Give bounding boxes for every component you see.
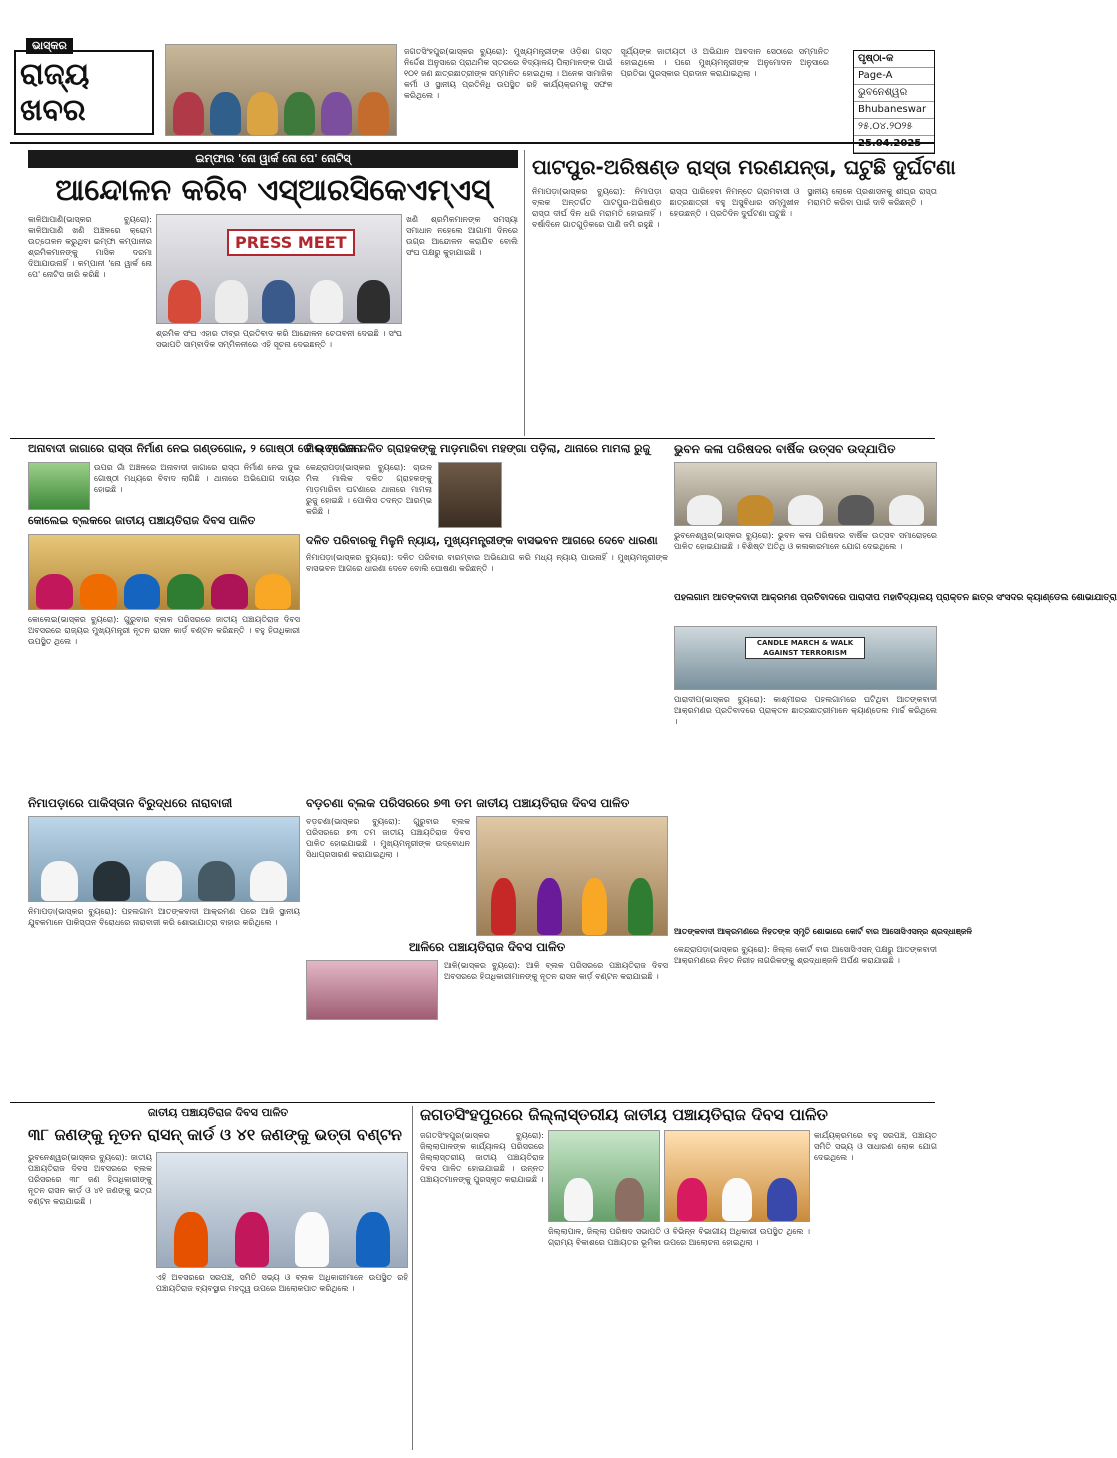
headline-kolei-block: କୋଲେଇ ବ୍ଲକରେ ଜାତୀୟ ପଞ୍ଚାୟତିରାଜ ଦିବସ ପାଳିତ [28, 514, 256, 527]
masthead-logo [14, 39, 154, 135]
city-odia: ଭୁବନେଶ୍ୱର [854, 85, 934, 102]
aali-body: ଆଳି(ଭାସ୍କର ବ୍ୟୁରୋ): ଆଳି ବ୍ଲକ ପରିସରରେ ପଞ୍ଚାୟତିରାଜ ଦିବସ ଅବସରରେ ହିତାଧିକାରୀମାନଙ୍କୁ ନୂତନ ରାସନ କାର୍ଡ଼ ବଣ୍ଟନ କରାଯାଇଛି । [444, 961, 668, 981]
srckms-body-1: କାଳିଆପାଣି(ଭାସ୍କର ବ୍ୟୁରୋ): କାଳିଆପାଣି ଖଣି ଅଞ୍ଚଳରେ କ୍ରୋମ ଉତ୍ତୋଳନ କରୁଥିବା ଇମ୍ଫା କମ୍ପାନୀର ଶ୍ରମିକମାନଙ୍କୁ ମାସିକ ଦରମା ଦିଆଯାଉନାହିଁ । କମ୍ପାନୀ 'ନୋ ୱାର୍କ ନୋ ପେ' ନୋଟିସ ଜାରି କରିଛି । [28, 215, 152, 279]
badachana-photo [476, 816, 668, 936]
city-en: Bhubaneswar [854, 102, 934, 119]
headline-bar-association: ଆତଙ୍କବାଦୀ ଆକ୍ରମଣରେ ନିହତଙ୍କ ସ୍ମୃତି ଶୋଭାରେ କୋର୍ଟ ବାର ଆସୋସିଏସନ୍ର ଶ୍ରଦ୍ଧାଞ୍ଜଳି [674, 927, 973, 936]
masthead-rule [10, 142, 935, 144]
press-meet-banner: PRESS MEET [227, 229, 355, 256]
jagatsinghpur-photo-1 [548, 1130, 660, 1222]
press-meet-photo [156, 214, 402, 324]
patpur-body-2: ରାସ୍ତା ପାରିହେବା ନିମନ୍ତେ ଗ୍ରାମବାସୀ ଓ ଛାତ୍ରଛାତ୍ରୀ ବହୁ ଅସୁବିଧାର ସମ୍ମୁଖୀନ ହେଉଛନ୍ତି । ପ୍ରତିଦିନ ଦୁର୍ଘଟଣା ଘଟୁଛି । [669, 187, 800, 218]
logo-line-1: ରାଜ୍ୟ [20, 57, 90, 92]
top-story-col-1: ଜଗତସିଂହପୁର(ଭାସ୍କର ବ୍ୟୁରୋ): ମୁଖ୍ୟମନ୍ତ୍ରୀଙ୍କ ଓଡ଼ିଶା ଗସ୍ତ ନିର୍ଦ୍ଦେଶ ଅନୁସାରେ ପ୍ରାଥମିକ ସ୍ତରରେ ବିଦ୍ୟାଳୟ ପିଲାମାନଙ୍କ ପାଇଁ ୧୦୧ ଜଣ ଛାତ୍ରଛାତ୍ରୀଙ୍କ ସମ୍ମାନିତ ହୋଇଥିଲା । ଅନେକ ସାମାଜିକ କର୍ମୀ ଓ ସ୍ଥାନୀୟ ପ୍ରତିନିଧି ଉପସ୍ଥିତ ରହି କାର୍ଯ୍ୟକ୍ରମକୁ ସଫଳ କରିଥିଲେ । [404, 47, 613, 100]
road-dispute-body: ଉପର ଗାଁ ଅଞ୍ଚଳରେ ଅନାବାଦୀ ଜାଗାରେ ରାସ୍ତା ନିର୍ମାଣ ନେଇ ଦୁଇ ଗୋଷ୍ଠୀ ମଧ୍ୟରେ ବିବାଦ ଲାଗିଛି । ଥାନାରେ ଅଭିଯୋଗ ଦାୟର ହୋଇଛି । [94, 463, 300, 494]
date-odia: ୨୫.୦୪.୨୦୨୫ [854, 119, 934, 136]
badachana-body: ବଡ଼ଚଣା(ଭାସ୍କର ବ୍ୟୁରୋ): ଗୁରୁବାର ବ୍ଲକ ପରିସରରେ ୭୩ ତମ ଜାତୀୟ ପଞ୍ଚାୟତିରାଜ ଦିବସ ପାଳିତ ହୋଇଯାଇଛି । ମୁଖ୍ୟମନ୍ତ୍ରୀଙ୍କ ଉଦ୍ବୋଧନ ସିଧାପ୍ରସାରଣ କରାଯାଇଥିଲା । [306, 817, 470, 859]
headline-road-dispute: ଅନାବାଦୀ ଜାଗାରେ ରାସ୍ତା ନିର୍ମାଣ ନେଇ ଗଣ୍ଡଗୋଳ, ୨ ଗୋଷ୍ଠୀ ରେ ଉତ୍ତେଜନା [28, 442, 363, 455]
candle-march-photo [674, 626, 937, 690]
headline-mill-owner: ମିଲ୍ ମାଲିକ ଦଳିତ ଗ୍ରାହକଙ୍କୁ ମାଡ଼ମାରିବା ମହଙ୍ଗା ପଡ଼ିଲା, ଥାନାରେ ମାମଲା ରୁଜୁ [306, 442, 651, 455]
logo-brand: ଭାସ୍କର [26, 38, 73, 54]
headline-bhuban-kala: ଭୁବନ କଳା ପରିଷଦର ବାର୍ଷିକ ଉତ୍ସବ ଉଦ୍ଯାପିତ [674, 442, 896, 456]
kicker-panchayati-left: ଜାତୀୟ ପଞ୍ଚାୟତିରାଜ ଦିବସ ପାଳିତ [147, 1106, 289, 1119]
logo-line-2: ଖବର [20, 93, 86, 128]
headline-dalit-family: ଦଳିତ ପରିବାରକୁ ମିଳୁନି ନ୍ୟାୟ, ମୁଖ୍ୟମନ୍ତ୍ରୀଙ୍କ ବାସଭବନ ଆଗରେ ଦେବେ ଧାରଣା [306, 534, 658, 547]
row-rule-1 [10, 438, 935, 439]
road-dispute-photo [28, 462, 90, 510]
bhuban-kala-body: ଭୁବନେଶ୍ୱର(ଭାସ୍କର ବ୍ୟୁରୋ): ଭୁବନ କଳା ପରିଷଦର ବାର୍ଷିକ ଉତ୍ସବ ସମାରୋହରେ ପାଳିତ ହୋଇଯାଇଛି । ବିଶିଷ୍ଟ ଅତିଥି ଓ କଳାକାରମାନେ ଯୋଗ ଦେଇଥିଲେ । [674, 531, 937, 551]
kolei-block-photo [28, 534, 300, 610]
ration-card-body-2: ଏହି ଅବସରରେ ସରପଞ୍ଚ, ସମିତି ସଭ୍ୟ ଓ ବ୍ଲକ ଅଧିକାରୀମାନେ ଉପସ୍ଥିତ ରହି ପଞ୍ଚାୟତିରାଜ ବ୍ୟବସ୍ଥାର ମହତ୍ତ୍ୱ ଉପରେ ଆଲୋକପାତ କରିଥିଲେ । [156, 1273, 408, 1293]
headline-jagatsinghpur: ଜଗତସିଂହପୁରରେ ଜିଲ୍ଲାସ୍ତରୀୟ ଜାତୀୟ ପଞ୍ଚାୟତିରାଜ ଦିବସ ପାଳିତ [420, 1105, 828, 1124]
jagatsinghpur-body-2: ଜିଲ୍ଲାପାଳ, ଜିଲ୍ଲା ପରିଷଦ ସଭାପତି ଓ ବିଭିନ୍ନ ବିଭାଗୀୟ ଅଧିକାରୀ ଉପସ୍ଥିତ ଥିଲେ । ଗ୍ରାମ୍ୟ ବିକାଶରେ ପଞ୍ଚାୟତର ଭୂମିକା ଉପରେ ଆଲୋଚନା ହୋଇଥିଲା । [548, 1227, 810, 1247]
aali-photo [306, 960, 438, 1020]
mill-owner-body: କେନ୍ଦ୍ରାପଡ଼ା(ଭାସ୍କର ବ୍ୟୁରୋ): ଚାଉଳ ମିଲ ମାଲିକ ଦଳିତ ଗ୍ରାହକଙ୍କୁ ମାଡ଼ମାରିବା ଘଟଣାରେ ଥାନାରେ ମାମଲା ରୁଜୁ ହୋଇଛି । ପୋଲିସ ତଦନ୍ତ ଆରମ୍ଭ କରିଛି । [306, 463, 432, 516]
ration-card-photo [156, 1152, 408, 1268]
nimapada-protest-photo [28, 816, 300, 902]
bar-association-body: କେନ୍ଦ୍ରାପଡ଼ା(ଭାସ୍କର ବ୍ୟୁରୋ): ଜିଲ୍ଲା କୋର୍ଟ ବାର ଆସୋସିଏସନ୍ ପକ୍ଷରୁ ଆତଙ୍କବାଦୀ ଆକ୍ରମଣରେ ନିହତ ନିରୀହ ନାଗରିକଙ୍କୁ ଶ୍ରଦ୍ଧାଞ୍ଜଳି ଅର୍ପଣ କରାଯାଇଛି । [674, 945, 937, 965]
page-number-odia: ପୃଷ୍ଠା-କ [854, 51, 934, 68]
headline-nimapada-protest: ନିମାପଡ଼ାରେ ପାକିସ୍ତାନ ବିରୁଦ୍ଧରେ ନାରାବାଜୀ [28, 796, 233, 810]
candle-march-body: ପାରାଦୀପ(ଭାସ୍କର ବ୍ୟୁରୋ): କାଶ୍ମୀରର ପହଲଗାମରେ ଘଟିଥିବା ଆତଙ୍କବାଦୀ ଆକ୍ରମଣର ପ୍ରତିବାଦରେ ପ୍ରାକ୍ତନ ଛାତ୍ରଛାତ୍ରୀମାନେ କ୍ୟାଣ୍ଡେଲ ମାର୍ଚ୍ଚ କରିଥିଲେ । [674, 695, 937, 726]
bottom-column-divider [412, 1106, 413, 1450]
jagatsinghpur-body-1: ଜଗତସିଂହପୁର(ଭାସ୍କର ବ୍ୟୁରୋ): ଜିଲ୍ଲାପାଳଙ୍କ କାର୍ଯ୍ୟାଳୟ ପରିସରରେ ଜିଲ୍ଲାସ୍ତରୀୟ ଜାତୀୟ ପଞ୍ଚାୟତିରାଜ ଦିବସ ପାଳିତ ହୋଇଯାଇଛି । ଉନ୍ନତ ପଞ୍ଚାୟତମାନଙ୍କୁ ପୁରସ୍କୃତ କରାଯାଇଛି । [420, 1131, 544, 1184]
mill-owner-photo [438, 462, 502, 528]
srckms-body-2: ଶ୍ରମିକ ସଂଘ ଏହାର ତୀବ୍ର ପ୍ରତିବାଦ କରି ଆନ୍ଦୋଳନ ଚେତାବନୀ ଦେଇଛି । ସଂଘ ସଭାପତି ସାମ୍ବାଦିକ ସମ୍ମିଳନୀରେ ଏହି ସୂଚନା ଦେଇଛନ୍ତି । [156, 329, 402, 349]
kolei-block-body: କୋଲେଇ(ଭାସ୍କର ବ୍ୟୁରୋ): ଗୁରୁବାର ବ୍ଲକ ପରିସରରେ ଜାତୀୟ ପଞ୍ଚାୟତିରାଜ ଦିବସ ଅବସରରେ ରାଜ୍ୟର ମୁଖ୍ୟମନ୍ତ୍ରୀ ନୂତନ ରାସନ କାର୍ଡ଼ ବଣ୍ଟନ କରିଛନ୍ତି । ବହୁ ହିତାଧିକାରୀ ଉପସ୍ଥିତ ଥିଲେ । [28, 615, 300, 646]
srckms-body-3: ଖଣି ଶ୍ରମିକମାନଙ୍କ ସମସ୍ୟା ସମାଧାନ ନହେଲେ ଆଗାମୀ ଦିନରେ ଉଗ୍ର ଆନ୍ଦୋଳନ କରାଯିବ ବୋଲି ସଂଘ ପକ୍ଷରୁ କୁହାଯାଇଛି । [406, 215, 518, 257]
bhuban-kala-photo [674, 462, 937, 526]
headline-ration-card: ୩୮ ଜଣଙ୍କୁ ନୂତନ ରାସନ୍ କାର୍ଡ ଓ ୪୧ ଜଣଙ୍କୁ ଭତ୍ତା ବଣ୍ଟନ [28, 1125, 402, 1144]
patpur-body-1: ନିମାପଡ଼ା(ଭାସ୍କର ବ୍ୟୁରୋ): ନିମାପଡ଼ା ବ୍ଲକ ଅନ୍ତର୍ଗତ ପାଟପୁର-ଅରିଷଣ୍ଡ ରାସ୍ତା ଦୀର୍ଘ ଦିନ ଧରି ମରାମତି ହୋଇନାହିଁ । ବର୍ଷାଦିନେ ଗାତଗୁଡ଼ିକରେ ପାଣି ଜମି ରହୁଛି । [532, 187, 662, 229]
candle-march-banner: CANDLE MARCH & WALK AGAINST TERRORISM [745, 637, 865, 659]
page-number-en: Page-A [854, 68, 934, 85]
column-divider [524, 150, 525, 436]
patpur-body-3: ସ୍ଥାନୀୟ ଲୋକେ ପ୍ରଶାସନକୁ ଶୀଘ୍ର ରାସ୍ତା ମରାମତି କରିବା ପାଇଁ ଦାବି କରିଛନ୍ତି । [807, 187, 938, 207]
headline-badachana: ବଡ଼ଚଣା ବ୍ଲକ ପରିସରରେ ୭୩ ତମ ଜାତୀୟ ପଞ୍ଚାୟତିରାଜ ଦିବସ ପାଳିତ [306, 796, 630, 810]
nimapada-protest-body: ନିମାପଡ଼ା(ଭାସ୍କର ବ୍ୟୁରୋ): ପହଲଗାମ ଆତଙ୍କବାଦୀ ଆକ୍ରମଣ ପରେ ଆଜି ସ୍ଥାନୀୟ ଯୁବକମାନେ ପାକିସ୍ତାନ ବିରୋଧରେ ନାରାବାଜୀ କରି ଶୋଭାଯାତ୍ରା ବାହାର କରିଥିଲେ । [28, 907, 300, 927]
headline-aali: ଆଳିରେ ପଞ୍ଚାୟତିରାଜ ଦିବସ ପାଳିତ [408, 940, 566, 954]
top-group-photo [165, 44, 397, 136]
jagatsinghpur-body-3: କାର୍ଯ୍ୟକ୍ରମରେ ବହୁ ସରପଞ୍ଚ, ପଞ୍ଚାୟତ ସମିତି ସଭ୍ୟ ଓ ସାଧାରଣ ଲୋକ ଯୋଗ ଦେଇଥିଲେ । [814, 1131, 937, 1162]
row-rule-2 [10, 1102, 935, 1103]
dalit-family-body: ନିମାପଡ଼ା(ଭାସ୍କର ବ୍ୟୁରୋ): ଦଳିତ ପରିବାର ବାରମ୍ବାର ଅଭିଯୋଗ କରି ମଧ୍ୟ ନ୍ୟାୟ ପାଉନାହିଁ । ମୁଖ୍ୟମନ୍ତ୍ରୀଙ୍କ ବାସଭବନ ଆଗରେ ଧାରଣା ଦେବେ ବୋଲି ଘୋଷଣା କରିଛନ୍ତି । [306, 553, 668, 573]
date-en [854, 136, 934, 153]
headline-srckms: ଆନ୍ଦୋଳନ କରିବ ଏସ୍ଆରସିକେଏମ୍ଏସ୍ [55, 173, 491, 208]
kicker-banner: ଇମ୍ଫାର 'ନୋ ୱାର୍କ ନୋ ପେ' ନୋଟିସ୍ [28, 150, 518, 168]
headline-candle-march: ପହଲଗାମ ଆତଙ୍କବାଦୀ ଆକ୍ରମଣ ପ୍ରତିବାଦରେ ପାରାଦୀପ ମହାବିଦ୍ୟାଳୟ ପ୍ରାକ୍ତନ ଛାତ୍ର ସଂସଦର କ୍ୟାଣ୍ଡେଲ ଶୋଭାଯାତ୍ରା [674, 593, 1117, 603]
ration-card-body-1: ଭୁବନେଶ୍ୱର(ଭାସ୍କର ବ୍ୟୁରୋ): ଜାତୀୟ ପଞ୍ଚାୟତିରାଜ ଦିବସ ଅବସରରେ ବ୍ଲକ ପରିସରରେ ୩୮ ଜଣ ହିତାଧିକାରୀଙ୍କୁ ନୂତନ ରାସନ କାର୍ଡ଼ ଓ ୪୧ ଜଣଙ୍କୁ ଭତ୍ତା ବଣ୍ଟନ କରାଯାଇଛି । [28, 1153, 152, 1206]
page-info-box [853, 50, 935, 154]
jagatsinghpur-photo-2 [664, 1130, 810, 1222]
top-story-col-2: ସୂର୍ଯ୍ୟଙ୍କ ଜାତୀୟତୀ ଓ ଅଭିଯାନ ଆବଦାନ ସେଠାରେ ସମ୍ମାନିତ ହୋଇଥିଲେ । ପରେ ମୁଖ୍ୟମନ୍ତ୍ରୀଙ୍କ ଅନୁମୋଦନ ଅନୁସାରେ ପ୍ରତିଭା ପୁରସ୍କାର ପ୍ରଦାନ କରାଯାଇଥିଲା । [620, 47, 829, 78]
headline-patpur-road: ପାଟପୁର-ଅରିଷଣ୍ଡ ରାସ୍ତା ମରଣଯନ୍ତା, ଘଟୁଛି ଦୁର୍ଘଟଣା [532, 155, 956, 179]
